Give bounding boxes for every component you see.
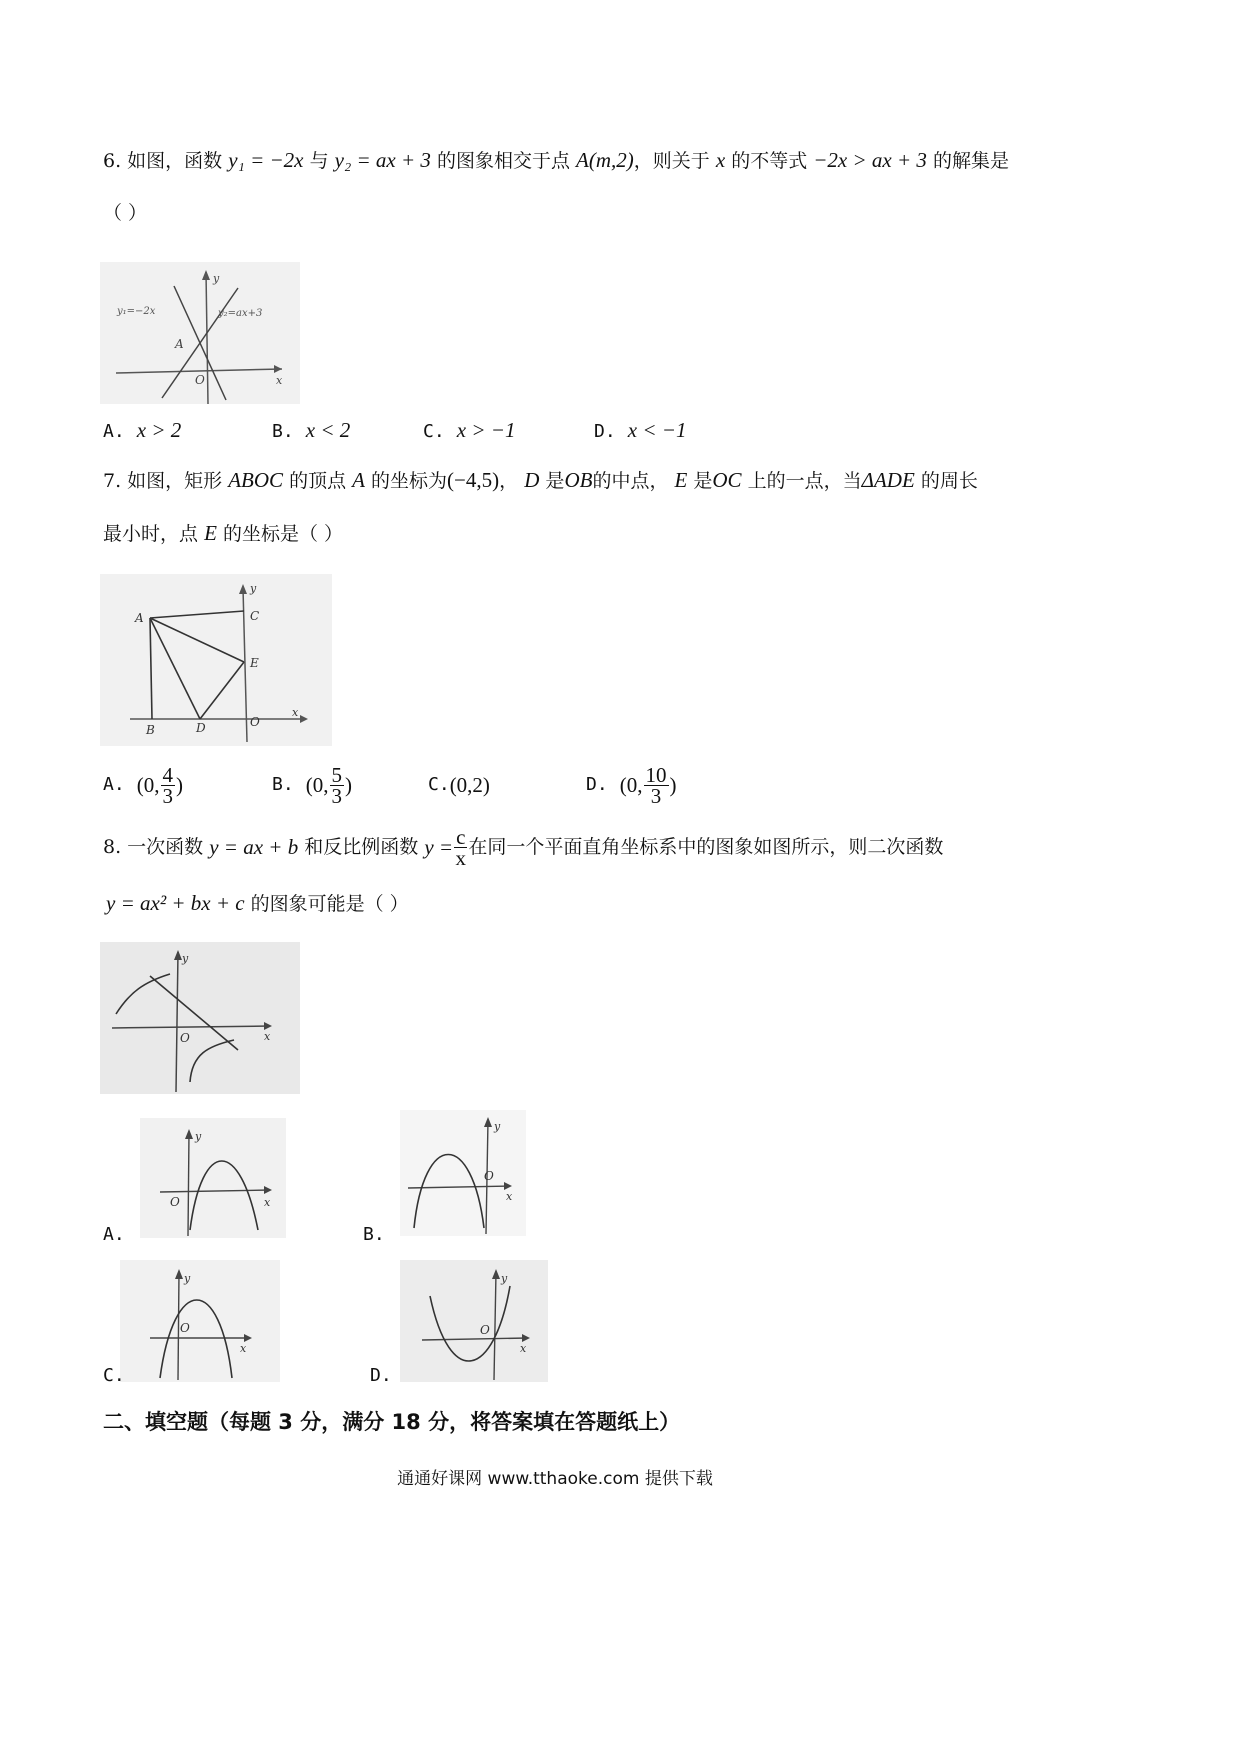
q7-mid2: 的坐标为 [371,470,448,492]
q6-option-d [594,417,686,445]
q6-label-x: x [276,374,283,387]
q7-stem-line1 [103,467,978,494]
q8-option-c-figure [120,1260,280,1382]
q8-option-b-figure [400,1110,526,1236]
q7-e: E [674,468,688,492]
q8c-label-y: y [184,1272,191,1285]
q8a-parabola [190,1161,258,1230]
q8c-parabola [160,1300,232,1378]
q7-mid7: 的周长 [920,470,978,492]
q8a-x-arrow [264,1186,272,1194]
q7-stem-line2 [103,520,343,547]
q8-mid1: 和反比例函数 [304,836,419,858]
q6-option-d-letter: D. [594,421,616,442]
q8a-label-y: y [195,1130,202,1143]
q7-label-e: E [250,656,259,670]
q8d-parabola [430,1286,510,1361]
q8b-label-x: x [506,1190,513,1203]
q8c-y-arrow [175,1269,183,1279]
q8-prefix: 8. 一次函数 [103,836,204,858]
q8a-y-arrow [185,1129,193,1139]
q8-main-figure [100,942,300,1094]
q6-prefix: 6. 如图，函数 [103,150,223,172]
q7-figure-svg [100,574,332,746]
q7-label-b: B [146,723,155,737]
q7-mid1: 的顶点 [289,470,347,492]
q6-option-c-letter: C. [423,421,445,442]
q8d-x-arrow [522,1334,530,1342]
q7-prefix: 7. 如图，矩形 [103,470,223,492]
q8-mid2: 在同一个平面直角坐标系中的图象如图所示，则二次函数 [468,836,944,858]
q7-side-ac [150,611,244,618]
q7-mid6: 上的一点，当 [747,470,862,492]
q8b-parabola [414,1155,484,1229]
q7-option-c-letter: C. [428,774,450,795]
q7-option-d-pre: (0, [619,773,643,797]
q8-stem-line2 [106,890,409,917]
q7-mid4: 的中点， [592,470,669,492]
q7-option-d-num: 10 [645,762,667,787]
q8-option-d-letter: D. [370,1365,392,1386]
q8a-x-axis [160,1190,270,1192]
q7-mid5: 是 [693,470,713,492]
q6-mid: 的图象相交于点 [436,150,570,172]
q7-line2a: 最小时，点 [103,523,199,545]
q7-line2-e: E [204,521,217,545]
section-2-heading: 二、填空题（每题 3 分，满分 18 分，将答案填在答题纸上） [103,1410,681,1434]
q6-option-a [103,417,181,445]
q8a-label-x: x [264,1196,271,1209]
q6-option-b-text: x < 2 [305,418,351,442]
q7-option-b-num: 5 [331,762,343,787]
q7-segment-ad [150,618,200,719]
q7-option-a-num: 4 [162,762,174,787]
q8b-label-o: O [484,1169,494,1183]
q8-hyperbola-lower [190,1040,234,1082]
q6-with: 与 [309,150,329,172]
q8d-label-x: x [520,1342,527,1355]
q8d-x-axis [422,1338,528,1340]
q8b-x-arrow [504,1182,512,1190]
q7-option-a-letter: A. [103,774,125,795]
q8-option-d-figure [400,1260,548,1382]
q7-option-a-fraction [161,762,176,808]
q8-y-arrow [174,950,182,960]
q6-label-l1: y₁=−2x [117,306,156,317]
q6-label-l2: y₂=ax+3 [218,308,263,319]
q7-segment-de [200,662,244,719]
q7-segment-ae [150,618,244,662]
q6-option-b-letter: B. [272,421,294,442]
q8-option-a-figure [140,1118,286,1238]
q7-x-arrow [300,715,308,723]
q7-side-ab [150,618,152,719]
q8c-x-arrow [244,1334,252,1342]
q8-inverse-den: x [455,845,466,870]
q7-label-c: C [250,609,260,623]
q8-option-d-svg [400,1260,548,1382]
q8d-y-axis [494,1272,496,1380]
q7-option-d-post: ) [669,773,677,797]
q8c-label-o: O [180,1321,190,1335]
q6-point-a: A(m,2) [576,148,634,172]
q8-x-arrow [264,1022,272,1030]
q7-rect: ABOC [228,468,284,492]
q6-ineq-pre: 的不等式 [731,150,808,172]
q6-x: x [715,148,726,172]
q7-a: A [352,468,365,492]
q8-label-y: y [182,952,189,965]
q7-option-c-text: (0,2) [449,773,490,797]
q8-linear-line [150,976,238,1050]
q6-label-a: A [175,337,184,351]
q7-option-b-pre: (0, [305,773,329,797]
q7-option-a-pre: (0, [136,773,160,797]
q7-option-b-post: ) [345,773,353,797]
q8-option-b-svg [400,1110,526,1236]
q8-hyperbola-upper [116,974,170,1014]
q6-option-c [423,417,515,445]
q8-inverse-fraction [454,824,467,870]
q7-coord: (−4,5) [447,468,500,492]
q6-option-a-letter: A. [103,421,125,442]
q6-figure-svg [100,262,300,404]
q7-option-d-letter: D. [586,774,608,795]
q8d-label-o: O [480,1323,490,1337]
q7-option-d-fraction [644,762,669,808]
q8a-label-o: O [170,1195,180,1209]
q8-quadratic-function: y = ax² + bx + c [106,891,245,915]
q6-stem-line1 [103,147,1009,174]
q7-mid3: 是 [545,470,565,492]
q6-answer-bracket: （ ） [103,202,148,224]
q8-label-o: O [180,1031,190,1045]
q7-option-b-letter: B. [272,774,294,795]
q8d-label-y: y [501,1272,508,1285]
q8b-label-y: y [494,1120,501,1133]
q7-option-d-den: 3 [650,783,662,808]
q8-x-axis [112,1026,270,1028]
q6-inequality: −2x > ax + 3 [813,148,927,172]
q7-option-c [428,762,490,808]
q8b-y-arrow [484,1117,492,1127]
q8b-x-axis [408,1186,510,1188]
q8-option-b-letter: B. [363,1224,385,1245]
q6-label-y: y [213,272,220,285]
q7-label-x: x [292,706,299,719]
q6-option-c-text: x > −1 [456,418,516,442]
q8-option-c-svg [120,1260,280,1382]
q8-stem-line1 [103,822,943,872]
q8-inverse-num: c [456,824,466,849]
q7-label-d: D [196,721,206,735]
q7-oc: OC [712,468,742,492]
q8-tail: 的图象可能是（ ） [250,893,409,915]
q7-d: D [524,468,540,492]
q7-triangle: ΔADE [861,468,915,492]
q8d-y-arrow [492,1269,500,1279]
q8-option-a-svg [140,1118,286,1238]
q7-label-y: y [250,582,257,595]
q7-option-b [272,762,352,808]
q6-figure [100,262,300,404]
q7-option-a-den: 3 [162,783,174,808]
q6-option-b [272,417,350,445]
q7-figure [100,574,332,746]
q8-option-c-letter: C. [103,1365,125,1386]
q8-y-axis [176,952,178,1092]
q6-y-arrow [202,270,210,280]
q8a-y-axis [188,1132,189,1236]
q7-label-o: O [250,715,260,729]
q6-option-d-text: x < −1 [627,418,687,442]
q7-option-b-den: 3 [331,783,343,808]
q8c-y-axis [178,1272,179,1380]
q6-option-a-text: x > 2 [136,418,182,442]
q7-option-d [586,762,677,808]
q6-x-arrow [274,365,282,373]
q6-function-y2: y₂ = ax + 3 [334,148,431,172]
q8-option-a-letter: A. [103,1224,125,1245]
q7-option-a [103,762,183,808]
q8-linear-function: y = ax + b [209,835,299,859]
q7-sep1: ， [499,470,519,492]
q6-label-o: O [195,373,205,387]
q8-label-x: x [264,1030,271,1043]
q8-main-figure-svg [100,942,300,1094]
q6-y-axis [206,272,208,404]
q6-tail: 的解集是 [932,150,1009,172]
q7-ob: OB [564,468,593,492]
q7-option-b-fraction [330,762,345,808]
q6-function-y1: y₁ = −2x [228,148,304,172]
page-footer: 通通好课网 www.tthaoke.com 提供下载 [397,1469,713,1489]
q6-comma: ，则关于 [633,150,710,172]
q8-inverse-pre: y = [424,835,454,859]
q7-option-a-post: ) [176,773,184,797]
q7-label-a: A [135,611,144,625]
q7-line2b: 的坐标是（ ） [222,523,343,545]
q7-y-arrow [239,584,247,594]
q8c-label-x: x [240,1342,247,1355]
